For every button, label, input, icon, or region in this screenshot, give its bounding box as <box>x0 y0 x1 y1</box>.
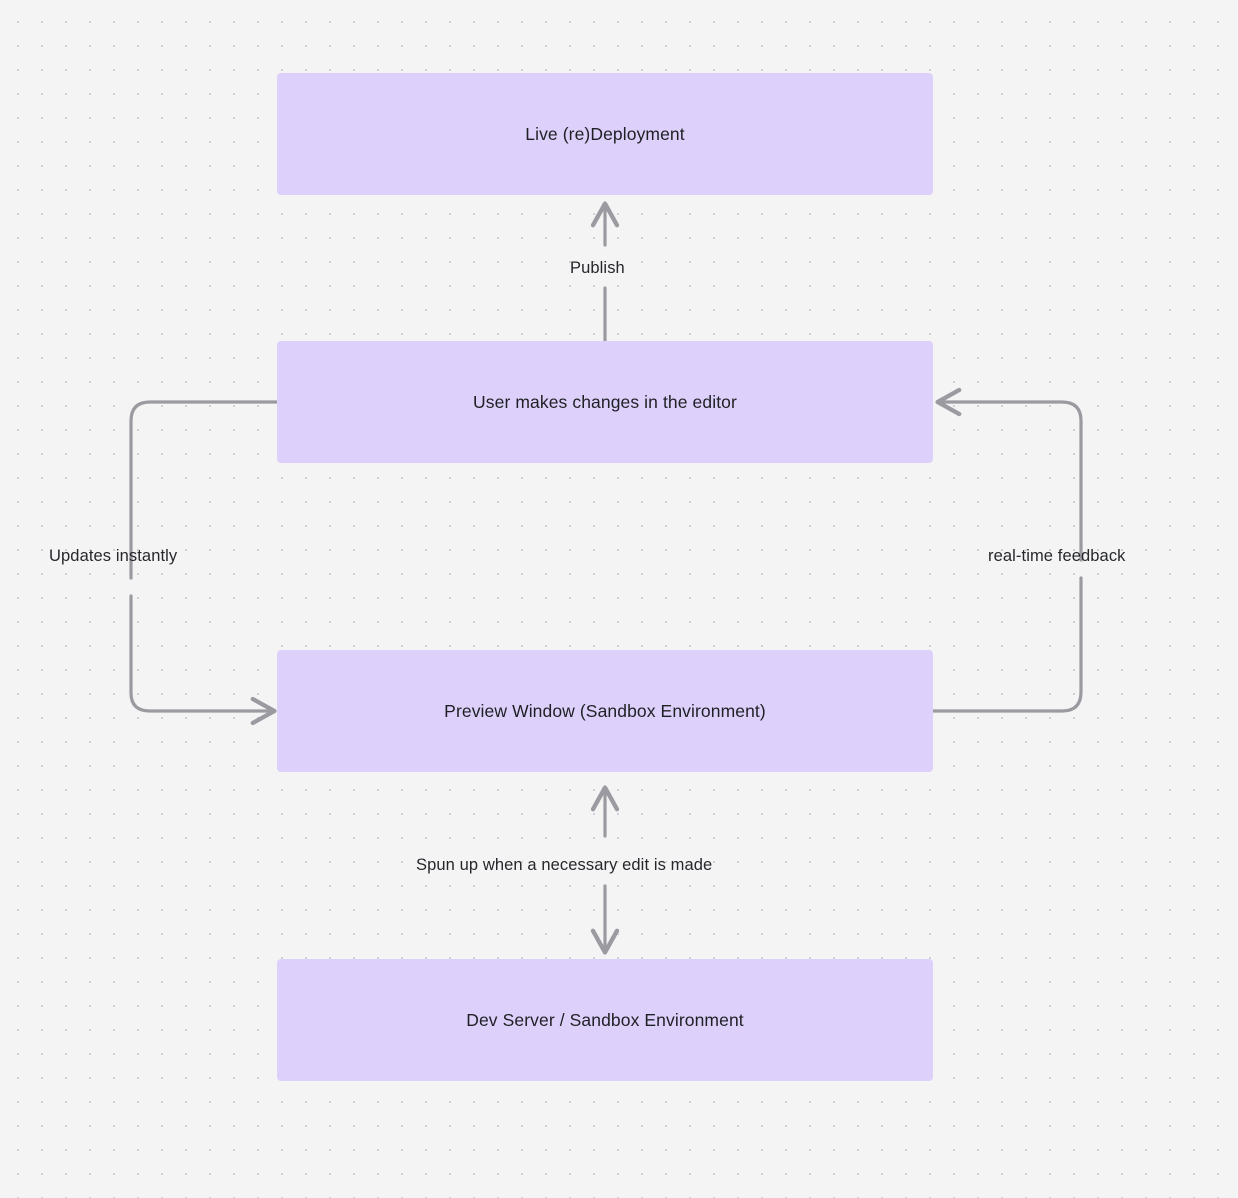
node-label: Preview Window (Sandbox Environment) <box>444 700 766 721</box>
node-label: Dev Server / Sandbox Environment <box>466 1009 744 1030</box>
edge-label-publish: Publish <box>570 259 625 277</box>
node-label: Live (re)Deployment <box>525 123 685 144</box>
node-user-makes-changes[interactable] <box>277 341 933 463</box>
node-preview-window[interactable] <box>277 650 933 772</box>
node-label: User makes changes in the editor <box>473 391 737 412</box>
node-live-redeployment[interactable] <box>277 73 933 195</box>
edge-label-updates-instantly: Updates instantly <box>49 547 178 565</box>
edge-label-spun-up: Spun up when a necessary edit is made <box>416 856 713 874</box>
edge-label-real-time-feedback: real-time feedback <box>988 547 1126 565</box>
node-dev-server[interactable] <box>277 959 933 1081</box>
